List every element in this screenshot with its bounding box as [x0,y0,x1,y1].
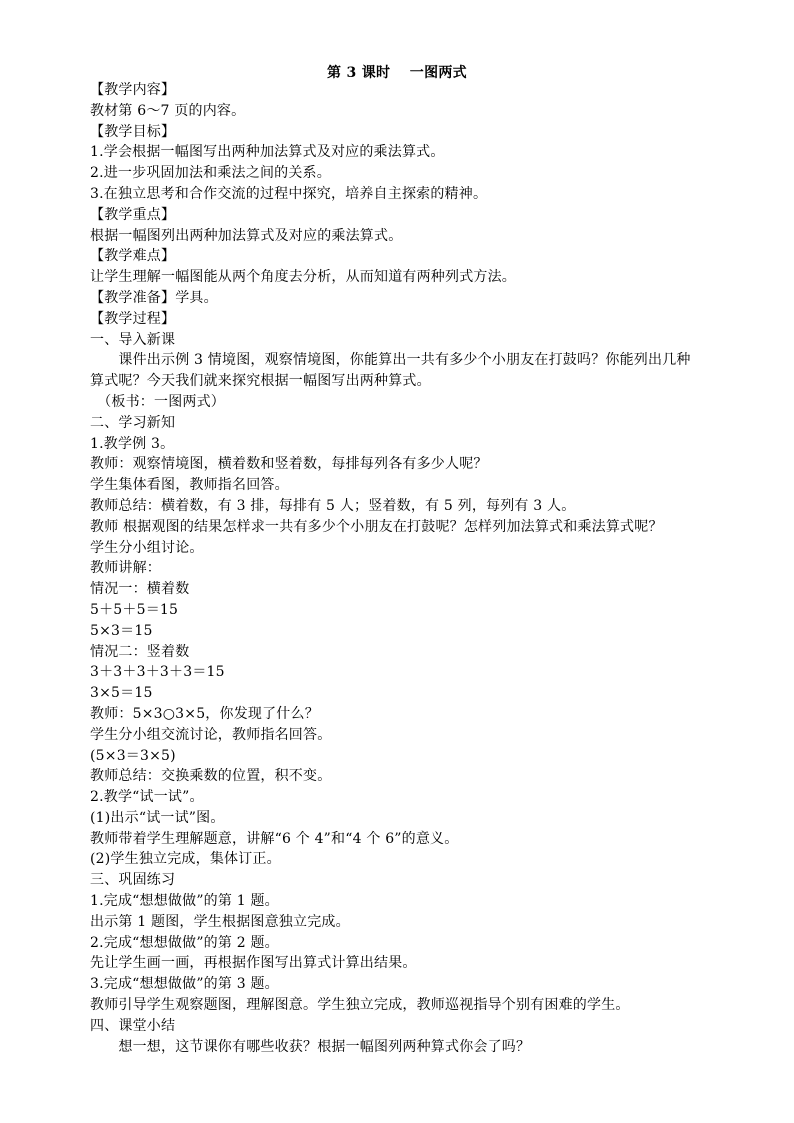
equation-line: 3×5＝15 [90,685,153,702]
text-line: 出示第 1 题图，学生根据图意独立完成。 [90,913,350,930]
text-line: 教师讲解： [90,560,161,577]
text-line: 教师 根据观图的结果怎样求一共有多少个小朋友在打鼓呢？怎样列加法算式和乘法算式呢？ [90,518,663,535]
text-line: 2.进一步巩固加法和乘法之间的关系。 [90,165,331,182]
section-heading: 【教学难点】 [90,248,176,265]
text-line: 1.学会根据一幅图写出两种加法算式及对应的乘法算式。 [90,144,445,161]
paragraph-line: 课件出示例 3 情境图，观察情境图，你能算出一共有多少个小朋友在打鼓吗？你能列出几种 [90,352,691,369]
lesson-title: 第 3 课时 一图两式 [327,65,467,81]
text-line: 教师总结：交换乘数的位置，积不变。 [90,768,332,785]
equation-line: 5＋5＋5＝15 [90,601,179,618]
text-line: 学生分小组交流讨论，教师指名回答。 [90,726,332,743]
text-line: 让学生理解一幅图能从两个角度去分析，从而知道有两种列式方法。 [90,269,516,286]
text-line: 2.教学“试一试”。 [90,789,204,806]
text-line: 1.完成“想想做做”的第 1 题。 [90,893,279,910]
text-line: 学生分小组讨论。 [90,539,204,556]
section-heading: 【教学重点】 [90,206,176,223]
text-line: 3.完成“想想做做”的第 3 题。 [90,976,279,993]
text-line: 教师：5×3○3×5，你发现了什么？ [90,705,319,722]
text-line: 情况二：竖着数 [90,643,190,660]
text-line: 1.教学例 3。 [90,435,175,452]
text-line: 先让学生画一画，再根据作图写出算式计算出结果。 [90,955,417,972]
text-line: 2.完成“想想做做”的第 2 题。 [90,934,279,951]
text-line: 教师总结：横着数，有 3 排，每排有 5 人；竖着数，有 5 列，每列有 3 人。 [90,497,576,514]
text-line: 学生集体看图，教师指名回答。 [90,477,289,494]
subsection-heading: 三、巩固练习 [90,872,176,889]
section-heading: 【教学内容】 [90,82,176,98]
text-line: (1)出示“试一试”图。 [90,809,225,826]
equation-line: 5×3＝15 [90,622,153,639]
subsection-heading: 二、学习新知 [90,414,176,431]
board-note: （板书：一图两式） [90,393,225,410]
text-line: 根据一幅图列出两种加法算式及对应的乘法算式。 [90,227,403,244]
text-line: (2)学生独立完成，集体订正。 [90,851,281,868]
text-line: 教师带着学生理解题意，讲解“6 个 4”和“4 个 6”的意义。 [90,830,459,847]
text-line: 教材第 6～7 页的内容。 [90,102,246,119]
section-heading: 【教学准备】学具。 [90,289,218,306]
subsection-heading: 四、课堂小结 [90,1017,176,1034]
text-line: 情况一：横着数 [90,581,190,598]
paragraph-line: 算式呢？今天我们就来探究根据一幅图写出两种算式。 [90,373,431,390]
equation-line: (5×3＝3×5) [90,747,176,764]
text-line: 3.在独立思考和合作交流的过程中探究，培养自主探索的精神。 [90,185,488,202]
text-line: 教师引导学生观察题图，理解图意。学生独立完成，教师巡视指导个别有困难的学生。 [90,997,630,1014]
section-heading: 【教学过程】 [90,310,176,327]
section-heading: 【教学目标】 [90,123,176,140]
lesson-body [90,80,760,1057]
text-line: 教师：观察情境图，横着数和竖着数，每排每列各有多少人呢？ [90,456,488,473]
paragraph-line: 想一想，这节课你有哪些收获？根据一幅图列两种算式你会了吗？ [90,1038,531,1055]
equation-line: 3＋3＋3＋3＋3＝15 [90,664,225,681]
subsection-heading: 一、导入新课 [90,331,176,348]
